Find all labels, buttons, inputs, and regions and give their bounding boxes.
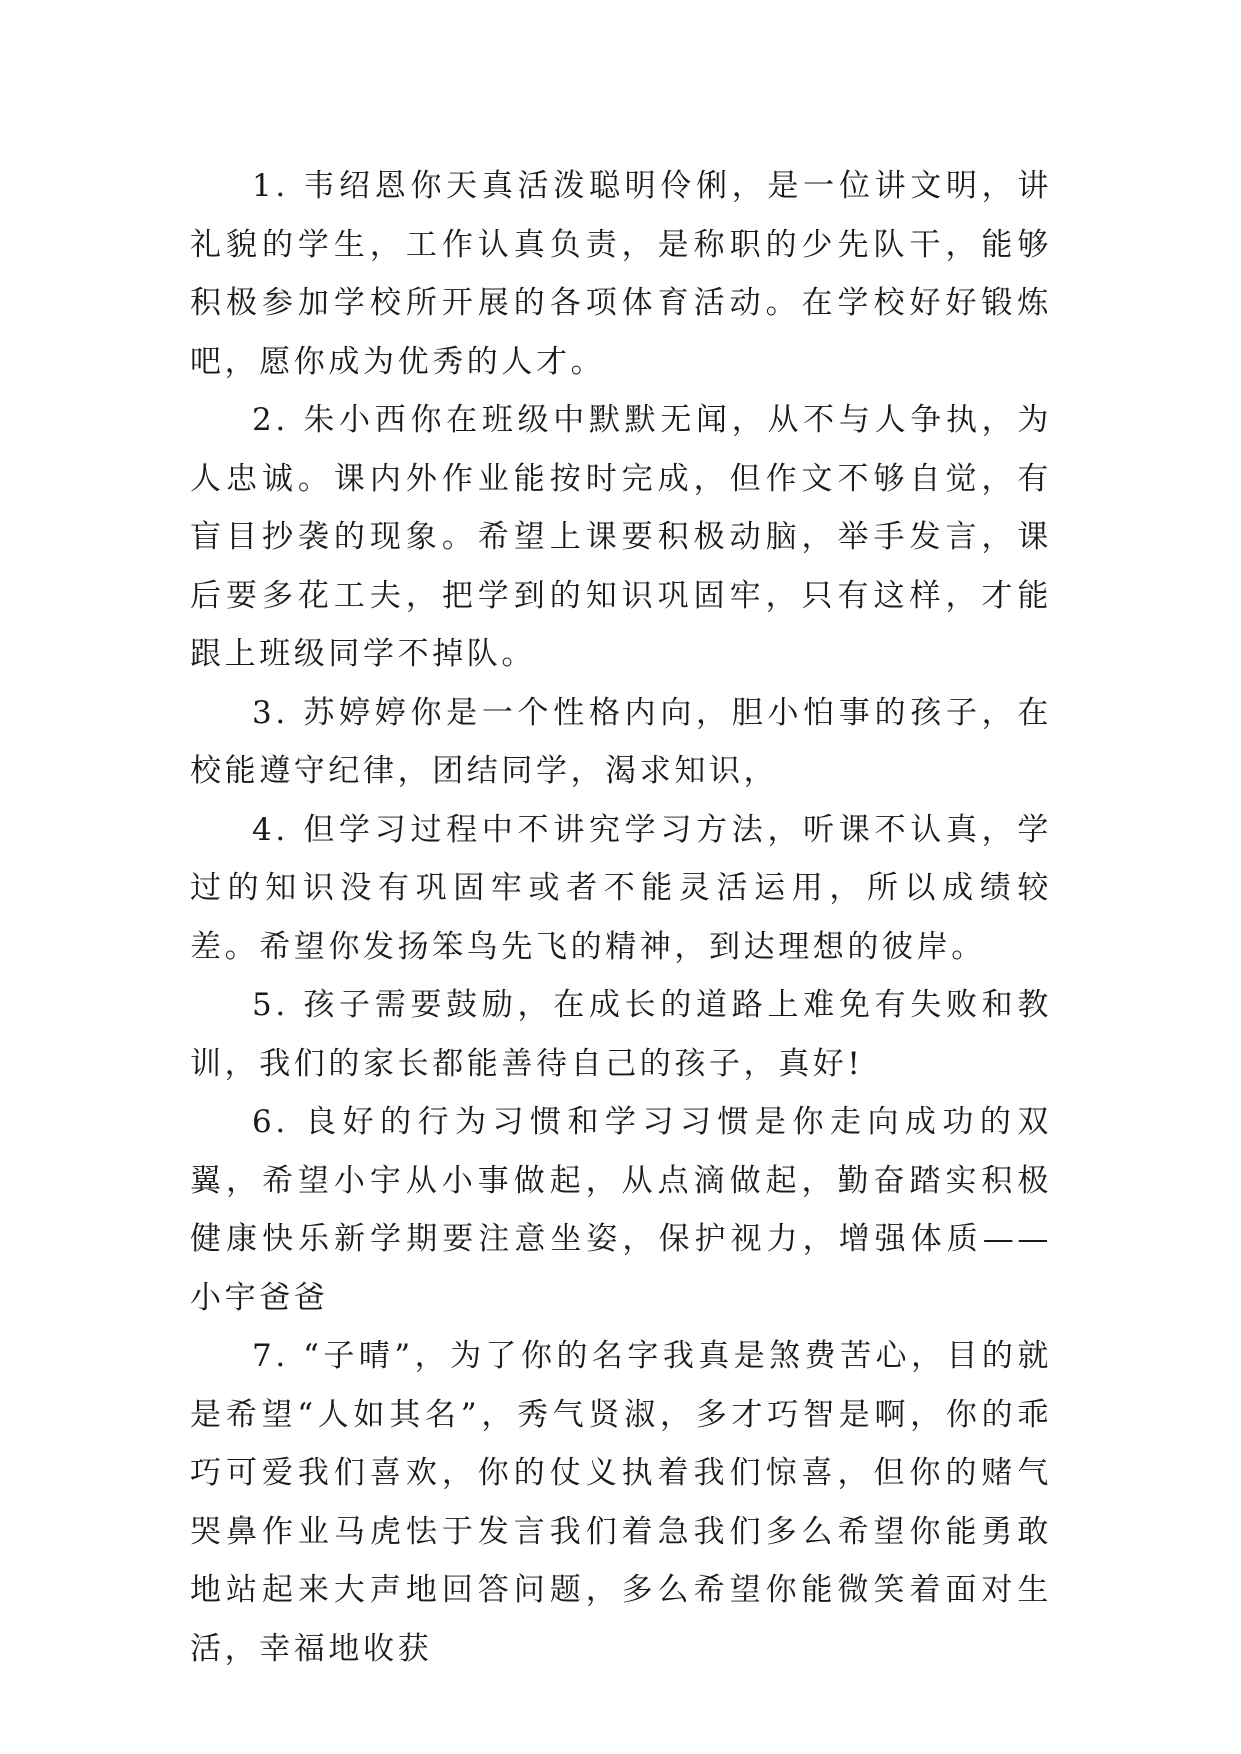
paragraph-4: 4. 但学习过程中不讲究学习方法，听课不认真，学过的知识没有巩固牢或者不能灵活运用，所以成绩较差。希望你发扬笨鸟先飞的精神，到达理想的彼岸。 [190,811,1052,965]
paragraph-1: 1. 韦绍恩你天真活泼聪明伶俐，是一位讲文明，讲礼貌的学生，工作认真负责，是称职的少先队干，能够积极参加学校所开展的各项体育活动。在学校好好锻炼吧，愿你成为优秀的人才。 [190,168,1052,380]
paragraph-6: 6. 良好的行为习惯和学习习惯是你走向成功的双翼，希望小宇从小事做起，从点滴做起，勤奋踏实积极健康快乐新学期要注意坐姿，保护视力，增强体质——小宇爸爸 [190,1104,1052,1316]
paragraph-2: 2. 朱小西你在班级中默默无闻，从不与人争执，为人忠诚。课内外作业能按时完成，但作文不够自觉，有盲目抄袭的现象。希望上课要积极动脑，举手发言，课后要多花工夫，把学到的知识巩固牢，只有这样，才能跟上班级同学不掉队。 [190,402,1052,672]
paragraph-3: 3. 苏婷婷你是一个性格内向，胆小怕事的孩子，在校能遵守纪律，团结同学，渴求知识， [190,694,1052,789]
document-body [190,157,1052,1678]
paragraph-5: 5. 孩子需要鼓励，在成长的道路上难免有失败和教训，我们的家长都能善待自己的孩子，真好! [190,987,1052,1082]
paragraph-7: 7. “子晴”，为了你的名字我真是煞费苦心，目的就是希望“人如其名”，秀气贤淑，多才巧智是啊，你的乖巧可爱我们喜欢，你的仗义执着我们惊喜，但你的赌气哭鼻作业马虎怯于发言我们着急我们多么希望你能勇敢地站起来大声地回答问题，多么希望你能微笑着面对生活，幸福地收获 [190,1338,1052,1667]
